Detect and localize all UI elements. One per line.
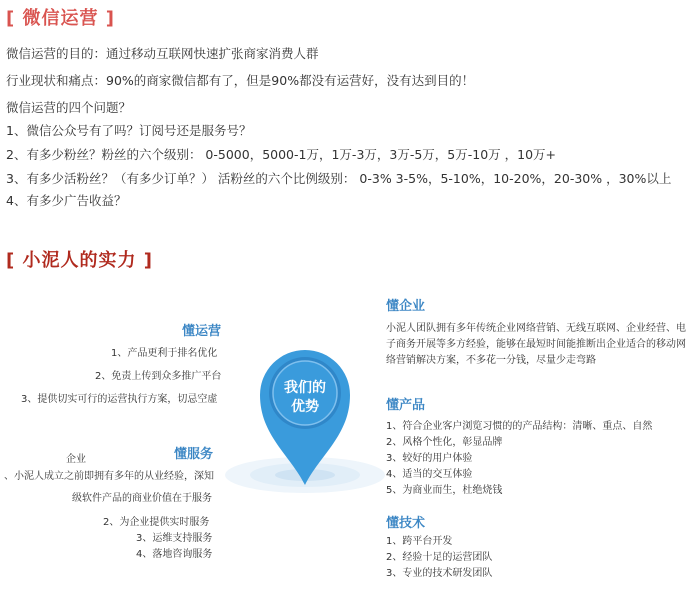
heading-qiye: 懂企业 [386, 299, 426, 314]
section-title-text: 小泥人的实力 [22, 250, 137, 271]
bracket-right: ] [98, 8, 115, 29]
list-item: 3、运维支持服务 [136, 533, 213, 544]
list-item: 4、适当的交互体验 [386, 469, 473, 480]
intro-line: 行业现状和痛点：90%的商家微信都有了，但是90%都没有运营好，没有达到目的！ [6, 73, 475, 88]
section-title-text: 微信运营 [22, 8, 99, 29]
intro-line: 4、有多少广告收益？ [6, 193, 127, 208]
badge-line2: 优势 [291, 399, 319, 415]
intro-line: 1、微信公众号有了吗？订阅号还是服务号？ [6, 123, 252, 138]
list-item: 小泥人团队拥有多年传统企业网络营销、无线互联网、企业经营、电 [386, 323, 686, 334]
list-item: 络营销解决方案，不多花一分钱，尽量少走弯路 [386, 355, 596, 366]
list-item: 2、风格个性化，彰显品牌 [386, 437, 503, 448]
list-item: 企业 [66, 454, 86, 465]
bracket-left: [ [6, 250, 23, 271]
heading-fuwu: 懂服务 [174, 447, 214, 462]
list-item: 、小泥人成立之前即拥有多年的从业经验，深知 [4, 471, 214, 482]
list-item: 5、为商业而生，杜绝烧钱 [386, 485, 503, 496]
intro-line: 3、有多少活粉丝？（有多少订单？） 活粉丝的六个比例级别： 0-3% 3-5%，5-10%，10-20%，20-30% ，30%以上 [6, 171, 672, 186]
list-item: 1、产品更利于排名优化 [111, 348, 218, 359]
list-item: 2、经验十足的运营团队 [386, 552, 493, 563]
badge-line1: 我们的 [284, 380, 326, 396]
list-item: 级软件产品的商业价值在于服务 [72, 493, 212, 504]
list-item: 2、为企业提供实时服务 [103, 517, 210, 528]
bracket-left: [ [6, 8, 23, 29]
list-item: 3、专业的技术研发团队 [386, 568, 493, 579]
intro-line: 微信运营的四个问题？ [6, 100, 132, 115]
intro-line: 微信运营的目的：通过移动互联网快速扩张商家消费人群 [6, 46, 319, 61]
section-title-weixin [6, 4, 115, 30]
list-item: 4、落地咨询服务 [136, 549, 213, 560]
list-item: 3、提供切实可行的运营执行方案，切忌空虚 [21, 394, 218, 405]
list-item: 子商务开展等多方经验，能够在最短时间能推断出企业适合的移动网 [386, 339, 686, 350]
heading-jishu: 懂技术 [386, 516, 426, 531]
list-item: 1、跨平台开发 [386, 536, 453, 547]
intro-line: 2、有多少粉丝？粉丝的六个级别： 0-5000，5000-1万，1万-3万，3万-5万，5万-10万 ，10万+ [6, 147, 557, 162]
list-item: 1、符合企业客户浏览习惯的的产品结构：清晰、重点、自然 [386, 421, 653, 432]
heading-chanpin: 懂产品 [386, 398, 426, 413]
bracket-right: ] [136, 250, 153, 271]
list-item: 3、较好的用户体验 [386, 453, 473, 464]
heading-yunying: 懂运营 [182, 324, 222, 339]
section-title-shili [6, 246, 153, 272]
list-item: 2、免责上传到众多推广平台 [95, 371, 222, 382]
